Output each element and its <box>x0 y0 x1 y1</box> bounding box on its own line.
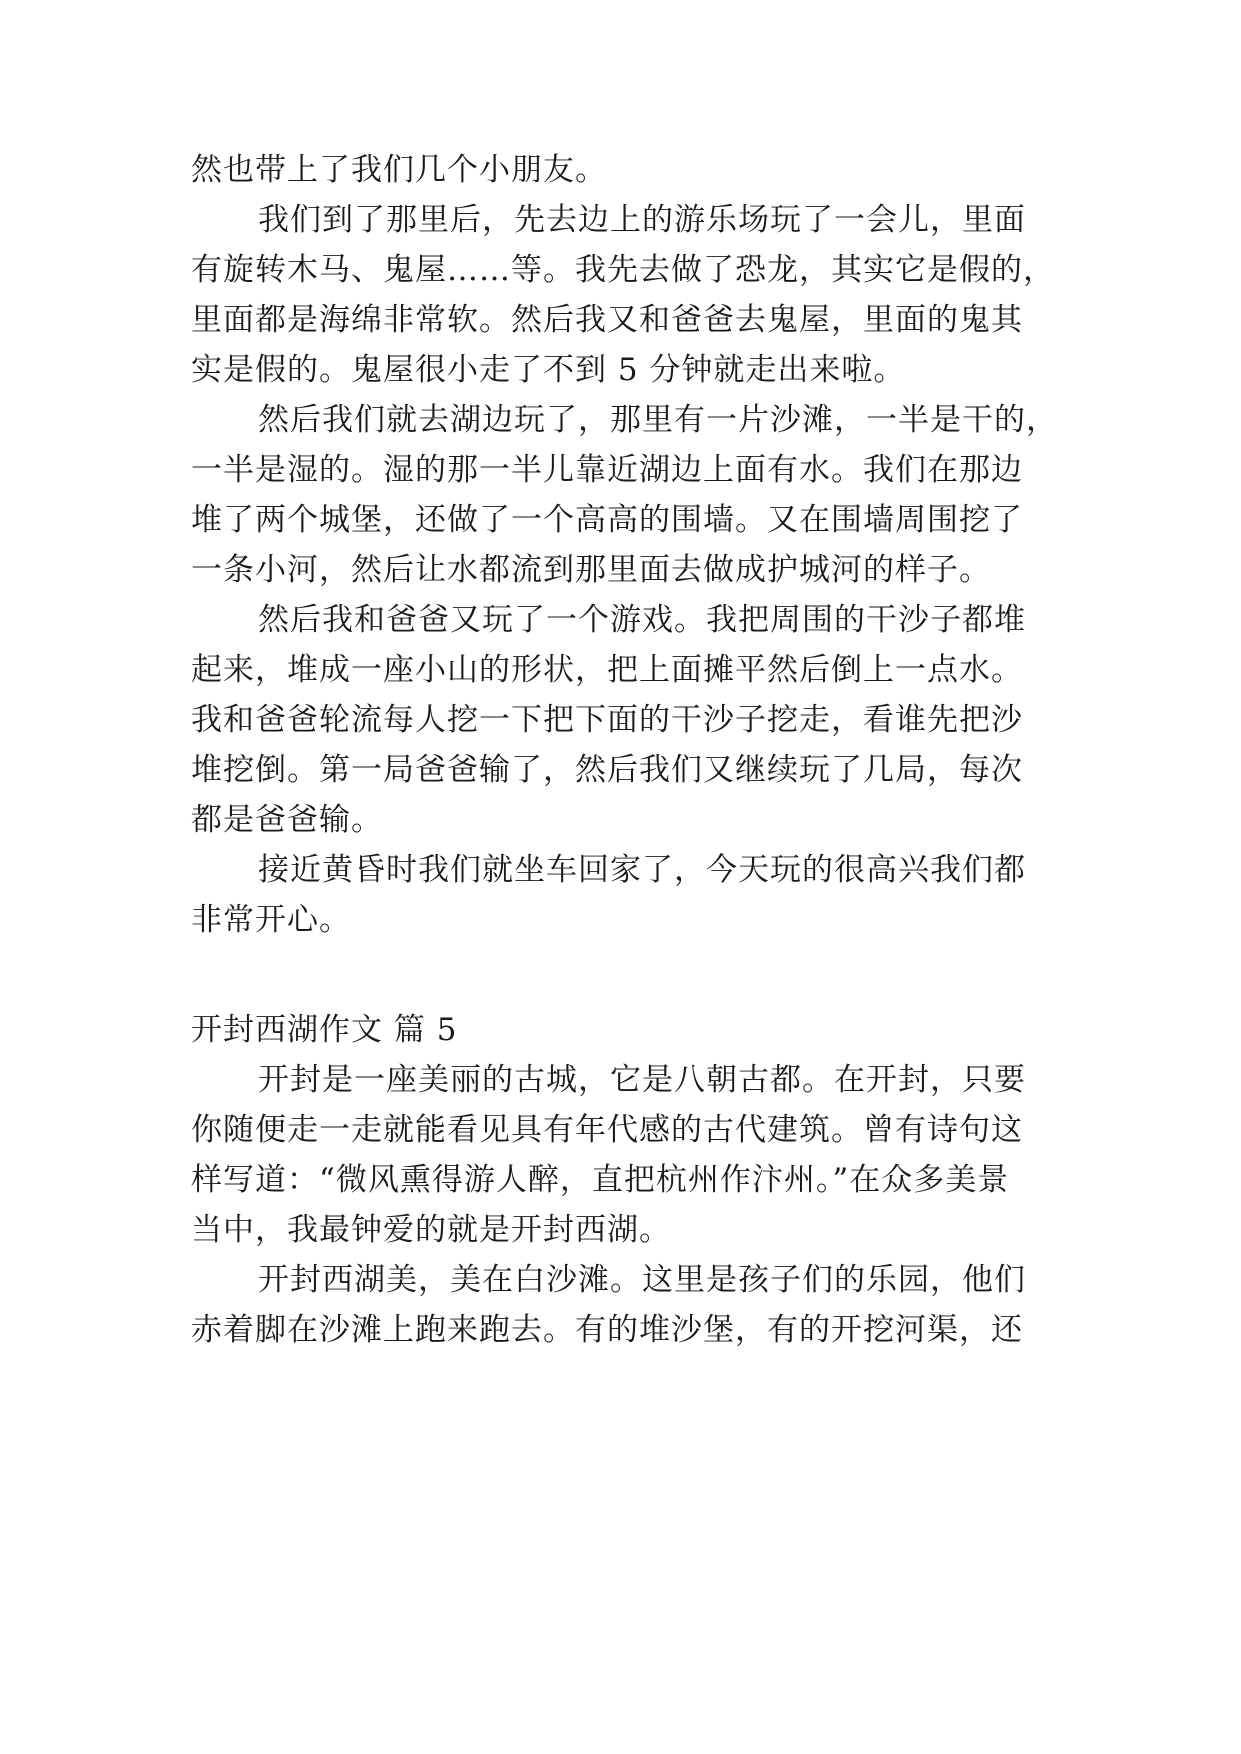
text-line: 当中，我最钟爱的就是开封西湖。 <box>191 1212 671 1248</box>
paragraph-start-line: 接近黄昏时我们就坐车回家了，今天玩的很高兴我们都 <box>258 852 1026 888</box>
paragraph-start-line: 我们到了那里后，先去边上的游乐场玩了一会儿，里面 <box>258 202 1026 238</box>
text-line: 样写道：“微风熏得游人醉，直把杭州作汴州。”在众多美景 <box>191 1162 1010 1198</box>
text-line: 里面都是海绵非常软。然后我又和爸爸去鬼屋，里面的鬼其 <box>191 302 1023 338</box>
text-line: 堆挖倒。第一局爸爸输了，然后我们又继续玩了几局，每次 <box>191 752 1023 788</box>
text-line: 起来，堆成一座小山的形状，把上面摊平然后倒上一点水。 <box>191 652 1023 688</box>
text-line: 你随便走一走就能看见具有年代感的古代建筑。曾有诗句这 <box>191 1112 1023 1148</box>
text-line: 非常开心。 <box>191 902 351 938</box>
paragraph-start-line: 然后我们就去湖边玩了，那里有一片沙滩，一半是干的， <box>258 402 1058 438</box>
text-line: 一条小河，然后让水都流到那里面去做成护城河的样子。 <box>191 552 991 588</box>
paragraph-start-line: 然后我和爸爸又玩了一个游戏。我把周围的干沙子都堆 <box>258 602 1026 638</box>
text-line: 我和爸爸轮流每人挖一下把下面的干沙子挖走，看谁先把沙 <box>191 702 1023 738</box>
text-line: 一半是湿的。湿的那一半儿靠近湖边上面有水。我们在那边 <box>191 452 1023 488</box>
paragraph-start-line: 开封西湖美，美在白沙滩。这里是孩子们的乐园，他们 <box>258 1262 1026 1298</box>
section-heading: 开封西湖作文 篇 5 <box>191 1012 458 1048</box>
text-line: 堆了两个城堡，还做了一个高高的围墙。又在围墙周围挖了 <box>191 502 1023 538</box>
text-line: 赤着脚在沙滩上跑来跑去。有的堆沙堡，有的开挖河渠，还 <box>191 1312 1023 1348</box>
text-line: 然也带上了我们几个小朋友。 <box>191 152 607 188</box>
text-line: 实是假的。鬼屋很小走了不到 5 分钟就走出来啦。 <box>191 352 906 388</box>
paragraph-start-line: 开封是一座美丽的古城，它是八朝古都。在开封，只要 <box>258 1062 1026 1098</box>
text-line: 都是爸爸输。 <box>191 802 383 838</box>
text-line: 有旋转木马、鬼屋……等。我先去做了恐龙，其实它是假的， <box>191 252 1055 288</box>
